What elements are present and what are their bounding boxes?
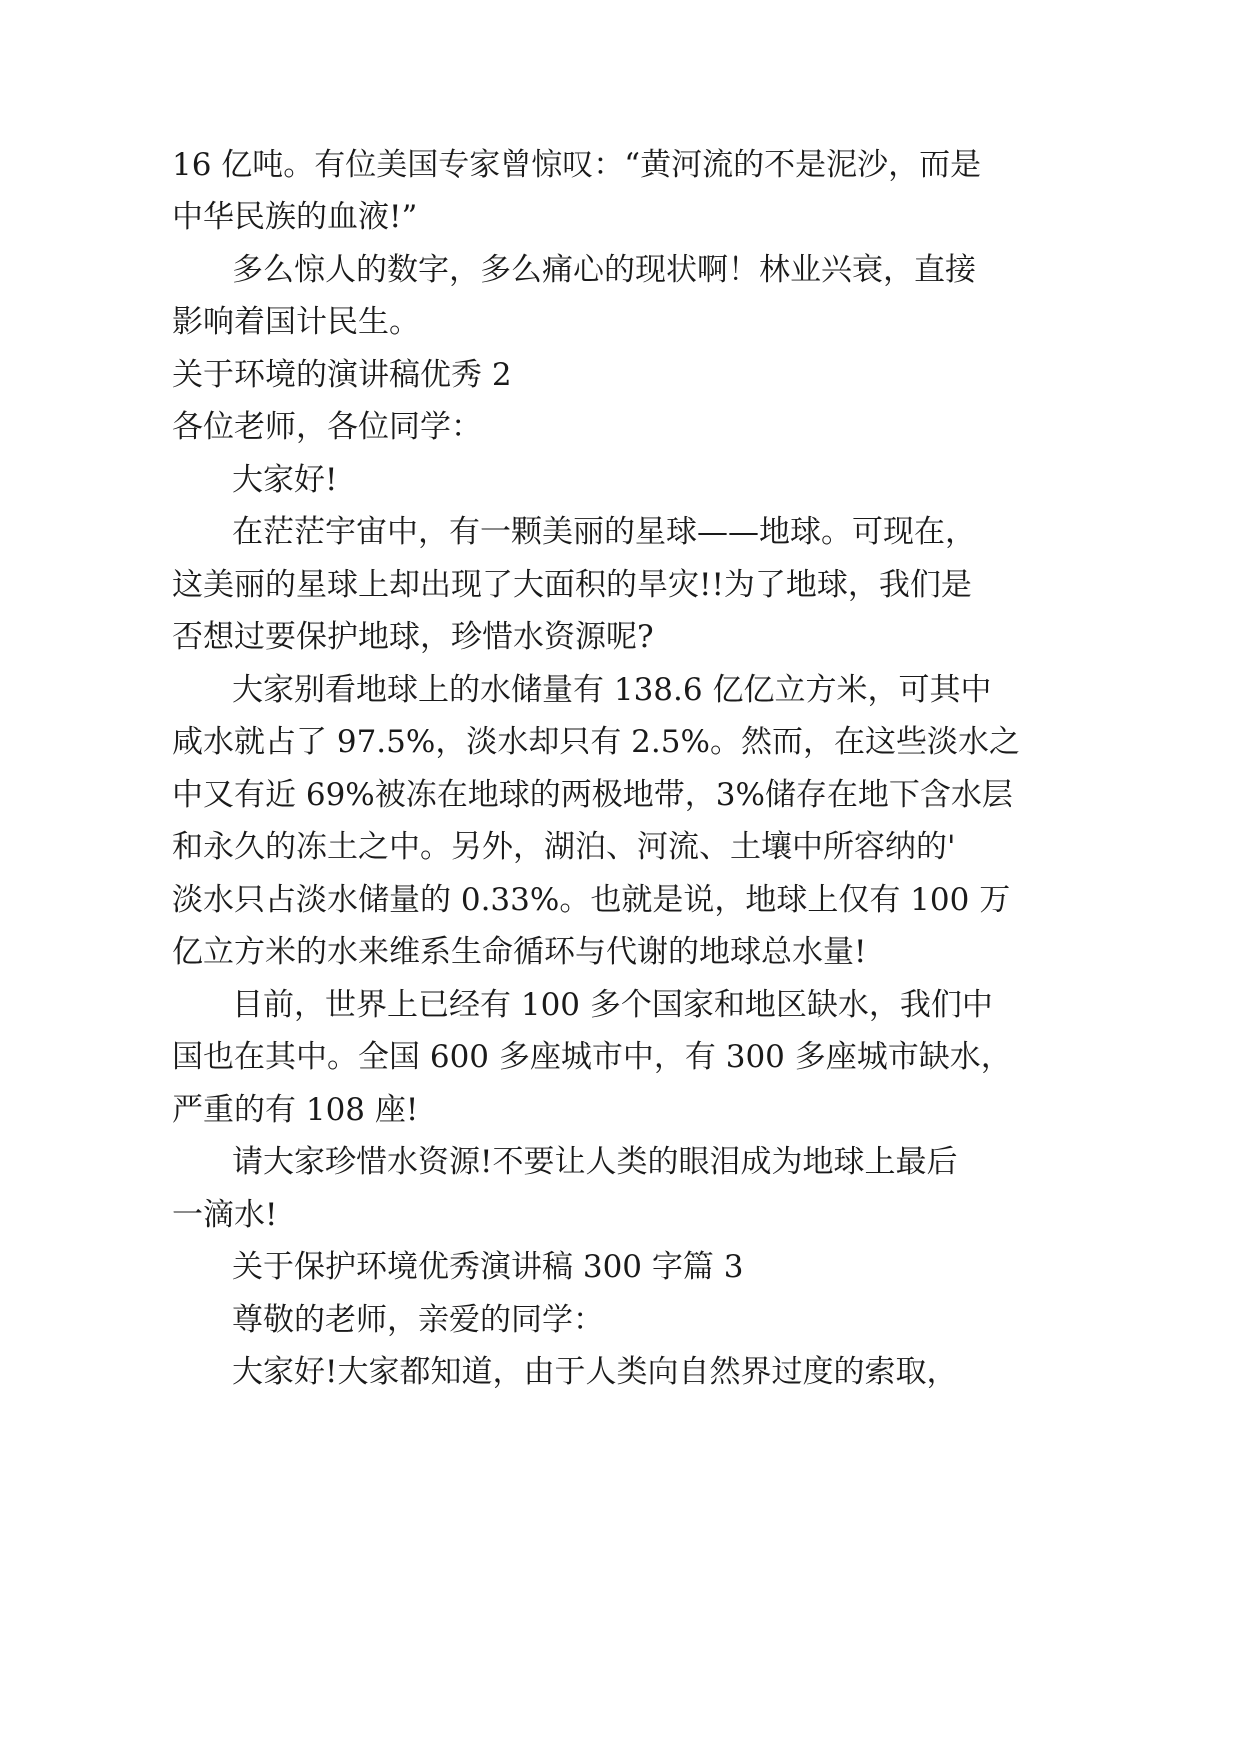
text-line: 影响着国计民生。 bbox=[172, 304, 420, 340]
text-line: 否想过要保护地球，珍惜水资源呢? bbox=[172, 619, 654, 655]
section-heading: 关于环境的演讲稿优秀 2 bbox=[172, 357, 512, 393]
text-line: 16 亿吨。有位美国专家曾惊叹：“黄河流的不是泥沙，而是 bbox=[172, 147, 982, 183]
text-line: 大家别看地球上的水储量有 138.6 亿亿立方米，可其中 bbox=[232, 672, 992, 708]
text-line: 这美丽的星球上却出现了大面积的旱灾!!为了地球，我们是 bbox=[172, 567, 972, 603]
text-line: 请大家珍惜水资源!不要让人类的眼泪成为地球上最后 bbox=[232, 1144, 958, 1180]
text-line: 亿立方米的水来维系生命循环与代谢的地球总水量! bbox=[172, 934, 867, 970]
text-line: 严重的有 108 座! bbox=[172, 1092, 419, 1128]
salutation: 尊敬的老师，亲爱的同学： bbox=[232, 1302, 604, 1338]
text-line: 淡水只占淡水储量的 0.33%。也就是说，地球上仅有 100 万 bbox=[172, 882, 1011, 918]
salutation: 各位老师，各位同学： bbox=[172, 409, 482, 445]
text-line: 中又有近 69%被冻在地球的两极地带，3%储存在地下含水层 bbox=[172, 777, 1013, 813]
text-line: 大家好!大家都知道，由于人类向自然界过度的索取， bbox=[232, 1354, 958, 1390]
greeting: 大家好! bbox=[232, 462, 338, 498]
text-line: 国也在其中。全国 600 多座城市中，有 300 多座城市缺水， bbox=[172, 1039, 1012, 1075]
text-line: 目前，世界上已经有 100 多个国家和地区缺水，我们中 bbox=[232, 987, 993, 1023]
section-heading: 关于保护环境优秀演讲稿 300 字篇 3 bbox=[232, 1249, 744, 1285]
text-line: 一滴水! bbox=[172, 1197, 278, 1233]
text-line: 和永久的冻土之中。另外，湖泊、河流、土壤中所容纳的' bbox=[172, 829, 956, 865]
text-line: 多么惊人的数字，多么痛心的现状啊！林业兴衰，直接 bbox=[232, 252, 976, 288]
text-line: 咸水就占了 97.5%，淡水却只有 2.5%。然而，在这些淡水之 bbox=[172, 724, 1020, 760]
text-line: 在茫茫宇宙中，有一颗美丽的星球——地球。可现在， bbox=[232, 514, 976, 550]
text-line: 中华民族的血液!” bbox=[172, 199, 418, 235]
